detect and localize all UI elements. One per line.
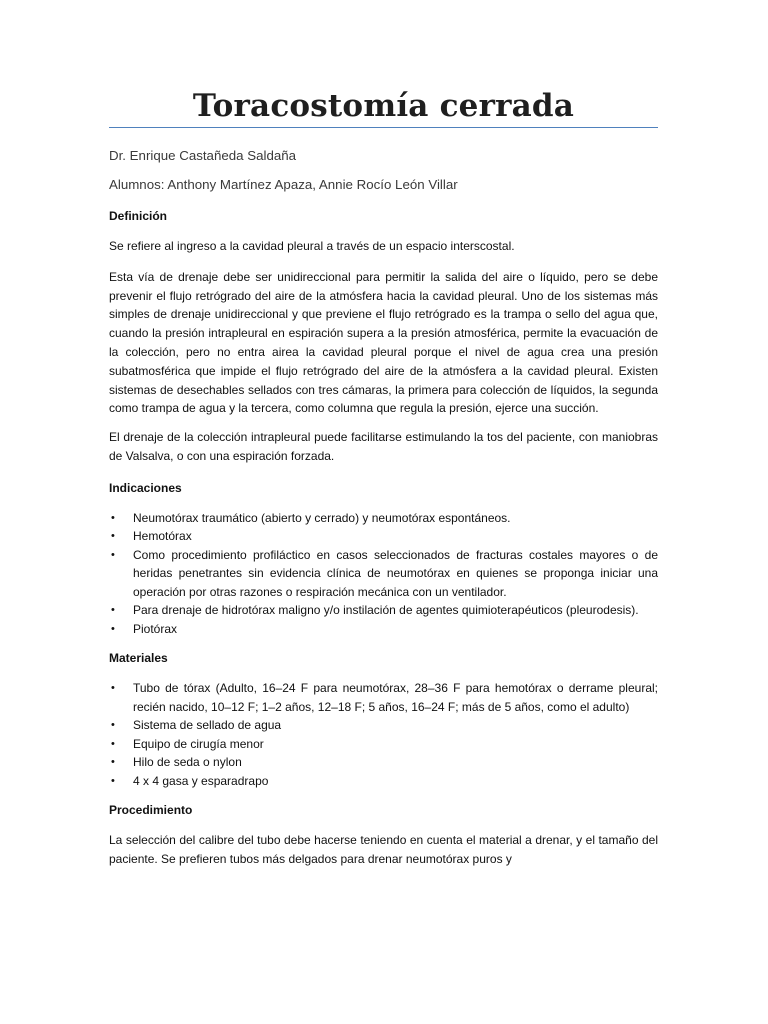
list-item-text: 4 x 4 gasa y esparadrapo — [133, 773, 269, 788]
bullet-icon: • — [111, 682, 115, 695]
paragraph: La selección del calibre del tubo debe hacerse teniendo en cuenta el material a drenar, y el tamaño del paciente. Se prefieren tubos más delgados para drenar neumotórax puros y — [109, 833, 658, 867]
author-line: Dr. Enrique Castañeda Saldaña — [109, 148, 297, 163]
title-underline — [109, 127, 658, 128]
list-item-text: Hilo de seda o nylon — [133, 755, 242, 770]
indicaciones-list — [109, 509, 658, 639]
list-item — [109, 716, 658, 735]
list-item-text: Neumotórax traumático (abierto y cerrado) y neumotórax espontáneos. — [133, 510, 511, 525]
bullet-icon: • — [111, 756, 115, 769]
bullet-icon: • — [111, 511, 115, 524]
list-item — [109, 753, 658, 772]
heading-procedimiento: Procedimiento — [109, 803, 193, 818]
materiales-list — [109, 679, 658, 790]
bullet-icon: • — [111, 622, 115, 635]
list-item-text: Tubo de tórax (Adulto, 16–24 F para neumotórax, 28–36 F para hemotórax o derrame pleural; recién nacido, 10–12 F; 1–2 años, 12–18 F; 5 años, 16–24 F; más de 5 años, como el adulto) — [133, 681, 658, 714]
list-item — [109, 527, 658, 546]
list-item — [109, 772, 658, 791]
list-item-text: Sistema de sellado de agua — [133, 718, 282, 733]
list-item — [109, 620, 658, 639]
bullet-icon: • — [111, 548, 115, 561]
heading-materiales: Materiales — [109, 651, 168, 666]
list-item-text: Para drenaje de hidrotórax maligno y/o instilación de agentes quimioterapéuticos (pleurodesis). — [133, 603, 639, 618]
list-item-text: Como procedimiento profiláctico en casos seleccionados de fracturas costales mayores o de heridas penetrantes sin evidencia clínica de neumotórax en quienes se proponga iniciar una operación por otras razones o respiración mecánica con un ventilador. — [133, 547, 658, 599]
list-item-text: Piotórax — [133, 621, 178, 636]
bullet-icon: • — [111, 604, 115, 617]
bullet-icon: • — [111, 737, 115, 750]
list-item — [109, 601, 658, 620]
heading-definicion: Definición — [109, 209, 168, 223]
bullet-icon: • — [111, 774, 115, 787]
list-item-text: Equipo de cirugía menor — [133, 736, 264, 751]
bullet-icon: • — [111, 530, 115, 543]
list-item — [109, 679, 658, 716]
paragraph: El drenaje de la colección intrapleural puede facilitarse estimulando la tos del paciente, con maniobras de Valsalva, o con una espiración forzada. — [109, 430, 658, 463]
paragraph: Esta vía de drenaje debe ser unidireccional para permitir la salida del aire o líquido, pero se debe prevenir el flujo retrógrado del aire de la atmósfera hacia la cavidad pleural. Uno de los sistemas más simples de drenaje unidireccional y que previene el flujo retrógrado es la trampa o sello del agua que, cuando la presión intrapleural en espiración supera a la presión atmosférica, permite la evacuación de la colección, pero no entra airea la cavidad pleural porque el nivel de agua crea una presión subatmosférica que impide el flujo retrógrado del aire de la atmósfera a la cavidad pleural. Existen sistemas de desechables sellados con tres cámaras, la primera para colección de líquidos, la segunda como trampa de agua y la tercera, como columna que regula la presión, ejerce una succión. — [109, 269, 658, 416]
list-item-text: Hemotórax — [133, 529, 192, 544]
students-line: Alumnos: Anthony Martínez Apaza, Annie Rocío León Villar — [109, 177, 458, 192]
document-content — [109, 86, 658, 869]
paragraph: Se refiere al ingreso a la cavidad pleural a través de un espacio interscostal. — [109, 239, 515, 253]
list-item — [109, 735, 658, 754]
heading-indicaciones: Indicaciones — [109, 480, 182, 495]
list-item — [109, 509, 658, 528]
document-title: Toracostomía cerrada — [192, 88, 575, 124]
list-item — [109, 546, 658, 602]
bullet-icon: • — [111, 719, 115, 732]
